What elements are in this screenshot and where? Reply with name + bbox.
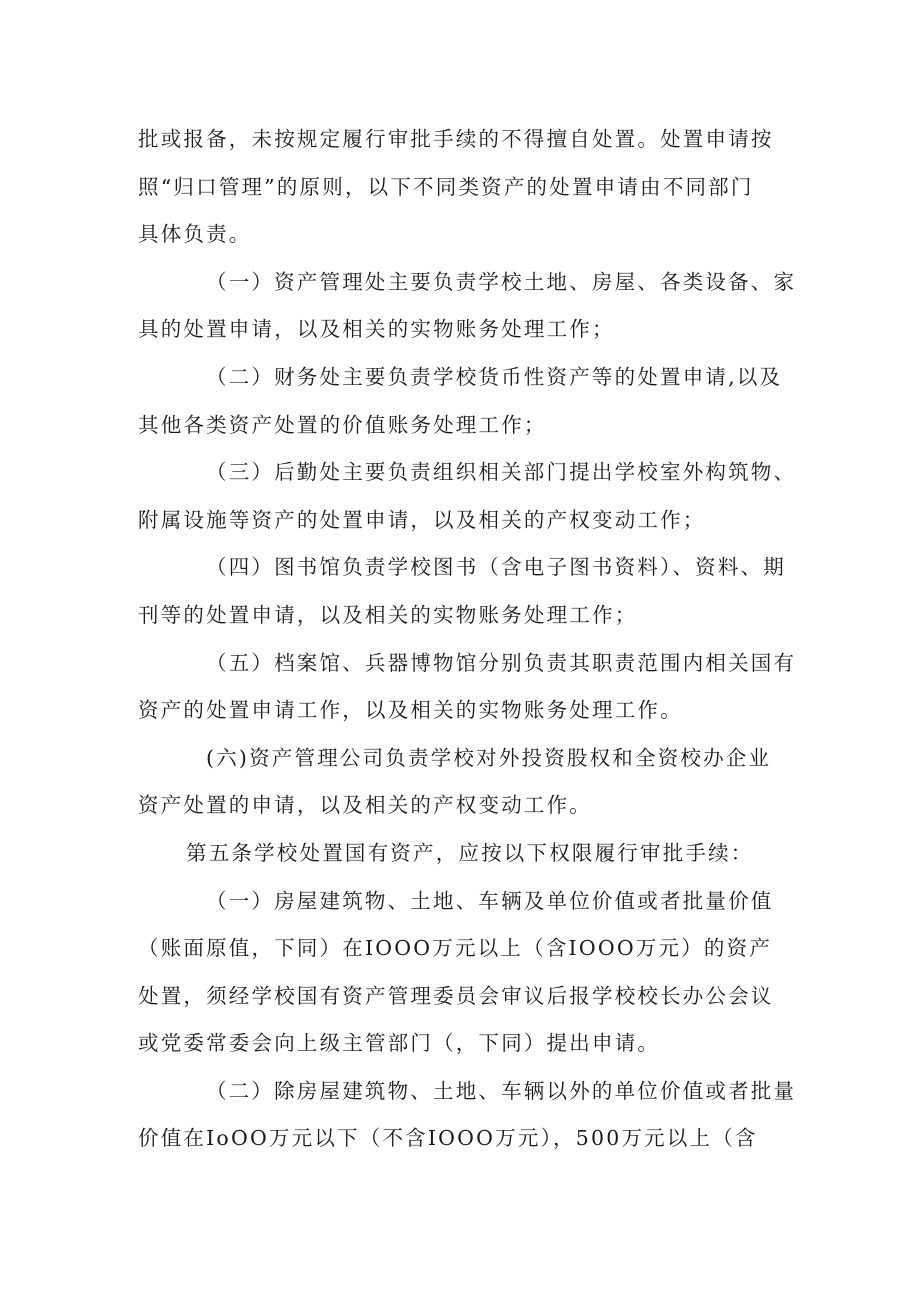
text-line: 资产处置的申请，以及相关的产权变动工作。	[138, 793, 592, 818]
text-line: （二）除房屋建筑物、土地、车辆以外的单位价值或者批量	[206, 1078, 797, 1103]
paragraph-item-1	[138, 259, 798, 354]
text-line: (六)资产管理公司负责学校对外投资股权和全资校办企业	[206, 745, 772, 770]
text-line: 批或报备，未按规定履行审批手续的不得擅自处置。处置申请按	[138, 127, 774, 151]
text-line: （一）资产管理处主要负责学校土地、房屋、各类设备、家	[206, 269, 797, 294]
text-line: 其他各类资产处置的价值账务处理工作；	[138, 412, 547, 437]
text-line: 资产的处置申请工作，以及相关的实物账务处理工作。	[138, 698, 683, 723]
text-line: （账面原值，下同）在IOOO万元以上（含IOOO万元）的资产	[138, 936, 773, 961]
text-line: （五）档案馆、兵器博物馆分别负责其职责范围内相关国有	[206, 650, 797, 675]
text-line: 刊等的处置申请，以及相关的实物账务处理工作；	[138, 602, 638, 627]
text-line: （一）房屋建筑物、土地、车辆及单位价值或者批量价值	[206, 888, 774, 913]
document-body	[138, 116, 798, 1163]
paragraph-article-5	[138, 830, 798, 878]
text-line: 附属设施等资产的处置申请，以及相关的产权变动工作；	[138, 507, 706, 532]
paragraph-item-3	[138, 449, 798, 544]
text-line: 处置，须经学校国有资产管理委员会审议后报学校校长办公会议	[138, 983, 774, 1008]
text-line: 或党委常委会向上级主管部门（，下同）提出申请。	[138, 1031, 661, 1056]
paragraph-intro	[138, 116, 798, 259]
paragraph-item-6	[138, 735, 798, 830]
paragraph-item-2	[138, 354, 798, 449]
text-line: 价值在IoOO万元以下（不含IOOO万元），500万元以上（含	[138, 1126, 758, 1151]
paragraph-article-5-item-2	[138, 1068, 798, 1163]
text-line: 第五条学校处置国有资产，应按以下权限履行审批手续：	[186, 840, 754, 865]
paragraph-item-4	[138, 544, 798, 639]
text-line: 具的处置申请，以及相关的实物账务处理工作；	[138, 317, 615, 342]
paragraph-article-5-item-1	[138, 878, 798, 1068]
paragraph-item-5	[138, 640, 798, 735]
text-line: （三）后勤处主要负责组织相关部门提出学校室外构筑物、	[206, 460, 797, 485]
text-line: （四）图书馆负责学校图书（含电子图书资料）、资料、期	[206, 555, 786, 580]
text-line: （二）财务处主要负责学校货币性资产等的处置申请,以及	[206, 364, 783, 389]
text-line: 具体负责。	[138, 222, 252, 247]
text-line: 照“归口管理”的原则，以下不同类资产的处置申请由不同部门	[138, 174, 754, 199]
